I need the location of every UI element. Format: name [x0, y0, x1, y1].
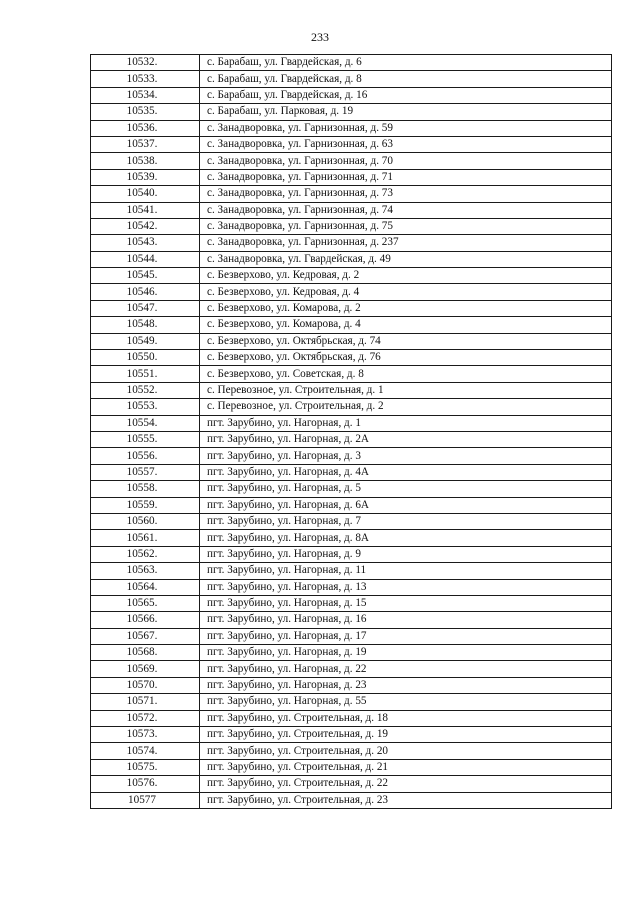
table-row — [91, 448, 612, 464]
address-cell: пгт. Зарубино, ул. Строительная, д. 21 — [200, 759, 612, 775]
row-number-cell: 10556. — [91, 448, 200, 464]
table-row — [91, 333, 612, 349]
row-number-cell: 10536. — [91, 120, 200, 136]
address-cell: с. Безверхово, ул. Октябрьская, д. 74 — [200, 333, 612, 349]
table-row — [91, 710, 612, 726]
table-row — [91, 300, 612, 316]
row-number-cell: 10555. — [91, 431, 200, 447]
address-cell: с. Безверхово, ул. Комарова, д. 2 — [200, 300, 612, 316]
table-row — [91, 727, 612, 743]
address-cell: с. Занадворовка, ул. Гарнизонная, д. 71 — [200, 169, 612, 185]
row-number-cell: 10571. — [91, 694, 200, 710]
table-row — [91, 563, 612, 579]
row-number-cell: 10559. — [91, 497, 200, 513]
address-cell: пгт. Зарубино, ул. Нагорная, д. 2А — [200, 431, 612, 447]
table-row — [91, 759, 612, 775]
table-row — [91, 612, 612, 628]
table-row — [91, 431, 612, 447]
table-row — [91, 268, 612, 284]
row-number-cell: 10544. — [91, 251, 200, 267]
row-number-cell: 10551. — [91, 366, 200, 382]
table-row — [91, 284, 612, 300]
table-row — [91, 513, 612, 529]
address-cell: пгт. Зарубино, ул. Нагорная, д. 22 — [200, 661, 612, 677]
table-row — [91, 595, 612, 611]
address-cell: пгт. Зарубино, ул. Нагорная, д. 3 — [200, 448, 612, 464]
address-cell: пгт. Зарубино, ул. Нагорная, д. 5 — [200, 481, 612, 497]
table-row — [91, 251, 612, 267]
table-row — [91, 530, 612, 546]
address-cell: пгт. Зарубино, ул. Нагорная, д. 6А — [200, 497, 612, 513]
row-number-cell: 10547. — [91, 300, 200, 316]
table-row — [91, 382, 612, 398]
address-cell: с. Безверхово, ул. Комарова, д. 4 — [200, 317, 612, 333]
address-cell: с. Барабаш, ул. Парковая, д. 19 — [200, 104, 612, 120]
address-cell: с. Безверхово, ул. Советская, д. 8 — [200, 366, 612, 382]
table-row — [91, 71, 612, 87]
address-cell: пгт. Зарубино, ул. Нагорная, д. 13 — [200, 579, 612, 595]
address-cell: с. Безверхово, ул. Кедровая, д. 2 — [200, 268, 612, 284]
row-number-cell: 10562. — [91, 546, 200, 562]
table-row — [91, 415, 612, 431]
row-number-cell: 10553. — [91, 399, 200, 415]
address-cell: с. Занадворовка, ул. Гвардейская, д. 49 — [200, 251, 612, 267]
table-row — [91, 481, 612, 497]
row-number-cell: 10548. — [91, 317, 200, 333]
row-number-cell: 10538. — [91, 153, 200, 169]
address-cell: пгт. Зарубино, ул. Строительная, д. 23 — [200, 792, 612, 808]
table-row — [91, 497, 612, 513]
table-row — [91, 661, 612, 677]
row-number-cell: 10564. — [91, 579, 200, 595]
row-number-cell: 10533. — [91, 71, 200, 87]
address-cell: пгт. Зарубино, ул. Строительная, д. 18 — [200, 710, 612, 726]
address-cell: с. Безверхово, ул. Кедровая, д. 4 — [200, 284, 612, 300]
table-row — [91, 628, 612, 644]
address-cell: пгт. Зарубино, ул. Нагорная, д. 11 — [200, 563, 612, 579]
address-cell: пгт. Зарубино, ул. Нагорная, д. 1 — [200, 415, 612, 431]
row-number-cell: 10542. — [91, 218, 200, 234]
address-table-body — [91, 55, 612, 809]
address-cell: пгт. Зарубино, ул. Нагорная, д. 15 — [200, 595, 612, 611]
table-row — [91, 317, 612, 333]
table-row — [91, 136, 612, 152]
row-number-cell: 10549. — [91, 333, 200, 349]
table-row — [91, 120, 612, 136]
table-row — [91, 677, 612, 693]
row-number-cell: 10554. — [91, 415, 200, 431]
row-number-cell: 10575. — [91, 759, 200, 775]
address-cell: с. Занадворовка, ул. Гарнизонная, д. 73 — [200, 186, 612, 202]
address-cell: с. Барабаш, ул. Гвардейская, д. 16 — [200, 87, 612, 103]
table-row — [91, 743, 612, 759]
address-cell: пгт. Зарубино, ул. Нагорная, д. 4А — [200, 464, 612, 480]
row-number-cell: 10539. — [91, 169, 200, 185]
table-row — [91, 579, 612, 595]
address-cell: пгт. Зарубино, ул. Нагорная, д. 55 — [200, 694, 612, 710]
address-cell: пгт. Зарубино, ул. Строительная, д. 20 — [200, 743, 612, 759]
row-number-cell: 10577 — [91, 792, 200, 808]
row-number-cell: 10560. — [91, 513, 200, 529]
address-cell: пгт. Зарубино, ул. Нагорная, д. 17 — [200, 628, 612, 644]
row-number-cell: 10569. — [91, 661, 200, 677]
page-number: 233 — [311, 30, 329, 44]
row-number-cell: 10550. — [91, 350, 200, 366]
row-number-cell: 10540. — [91, 186, 200, 202]
row-number-cell: 10543. — [91, 235, 200, 251]
table-row — [91, 792, 612, 808]
address-cell: с. Занадворовка, ул. Гарнизонная, д. 70 — [200, 153, 612, 169]
address-cell: пгт. Зарубино, ул. Строительная, д. 19 — [200, 727, 612, 743]
address-table — [90, 54, 612, 809]
row-number-cell: 10534. — [91, 87, 200, 103]
address-cell: пгт. Зарубино, ул. Нагорная, д. 8А — [200, 530, 612, 546]
row-number-cell: 10532. — [91, 55, 200, 71]
row-number-cell: 10576. — [91, 776, 200, 792]
address-cell: с. Занадворовка, ул. Гарнизонная, д. 63 — [200, 136, 612, 152]
table-row — [91, 87, 612, 103]
row-number-cell: 10541. — [91, 202, 200, 218]
row-number-cell: 10574. — [91, 743, 200, 759]
table-row — [91, 153, 612, 169]
address-cell: с. Безверхово, ул. Октябрьская, д. 76 — [200, 350, 612, 366]
table-row — [91, 350, 612, 366]
address-cell: пгт. Зарубино, ул. Нагорная, д. 7 — [200, 513, 612, 529]
table-row — [91, 235, 612, 251]
address-cell: с. Барабаш, ул. Гвардейская, д. 8 — [200, 71, 612, 87]
row-number-cell: 10561. — [91, 530, 200, 546]
table-row — [91, 186, 612, 202]
address-cell: с. Перевозное, ул. Строительная, д. 1 — [200, 382, 612, 398]
table-row — [91, 464, 612, 480]
address-cell: пгт. Зарубино, ул. Нагорная, д. 16 — [200, 612, 612, 628]
row-number-cell: 10566. — [91, 612, 200, 628]
address-cell: пгт. Зарубино, ул. Нагорная, д. 19 — [200, 645, 612, 661]
address-cell: с. Занадворовка, ул. Гарнизонная, д. 74 — [200, 202, 612, 218]
row-number-cell: 10572. — [91, 710, 200, 726]
address-cell: пгт. Зарубино, ул. Нагорная, д. 23 — [200, 677, 612, 693]
row-number-cell: 10570. — [91, 677, 200, 693]
address-cell: пгт. Зарубино, ул. Нагорная, д. 9 — [200, 546, 612, 562]
address-cell: с. Занадворовка, ул. Гарнизонная, д. 59 — [200, 120, 612, 136]
row-number-cell: 10557. — [91, 464, 200, 480]
row-number-cell: 10567. — [91, 628, 200, 644]
address-cell: с. Перевозное, ул. Строительная, д. 2 — [200, 399, 612, 415]
row-number-cell: 10568. — [91, 645, 200, 661]
table-row — [91, 546, 612, 562]
table-row — [91, 218, 612, 234]
row-number-cell: 10573. — [91, 727, 200, 743]
table-row — [91, 645, 612, 661]
table-row — [91, 366, 612, 382]
address-cell: с. Барабаш, ул. Гвардейская, д. 6 — [200, 55, 612, 71]
table-row — [91, 169, 612, 185]
address-cell: пгт. Зарубино, ул. Строительная, д. 22 — [200, 776, 612, 792]
row-number-cell: 10565. — [91, 595, 200, 611]
table-row — [91, 399, 612, 415]
table-row — [91, 55, 612, 71]
row-number-cell: 10552. — [91, 382, 200, 398]
row-number-cell: 10558. — [91, 481, 200, 497]
table-row — [91, 104, 612, 120]
row-number-cell: 10563. — [91, 563, 200, 579]
row-number-cell: 10537. — [91, 136, 200, 152]
address-cell: с. Занадворовка, ул. Гарнизонная, д. 237 — [200, 235, 612, 251]
table-row — [91, 776, 612, 792]
address-cell: с. Занадворовка, ул. Гарнизонная, д. 75 — [200, 218, 612, 234]
row-number-cell: 10535. — [91, 104, 200, 120]
row-number-cell: 10545. — [91, 268, 200, 284]
row-number-cell: 10546. — [91, 284, 200, 300]
table-row — [91, 202, 612, 218]
table-row — [91, 694, 612, 710]
